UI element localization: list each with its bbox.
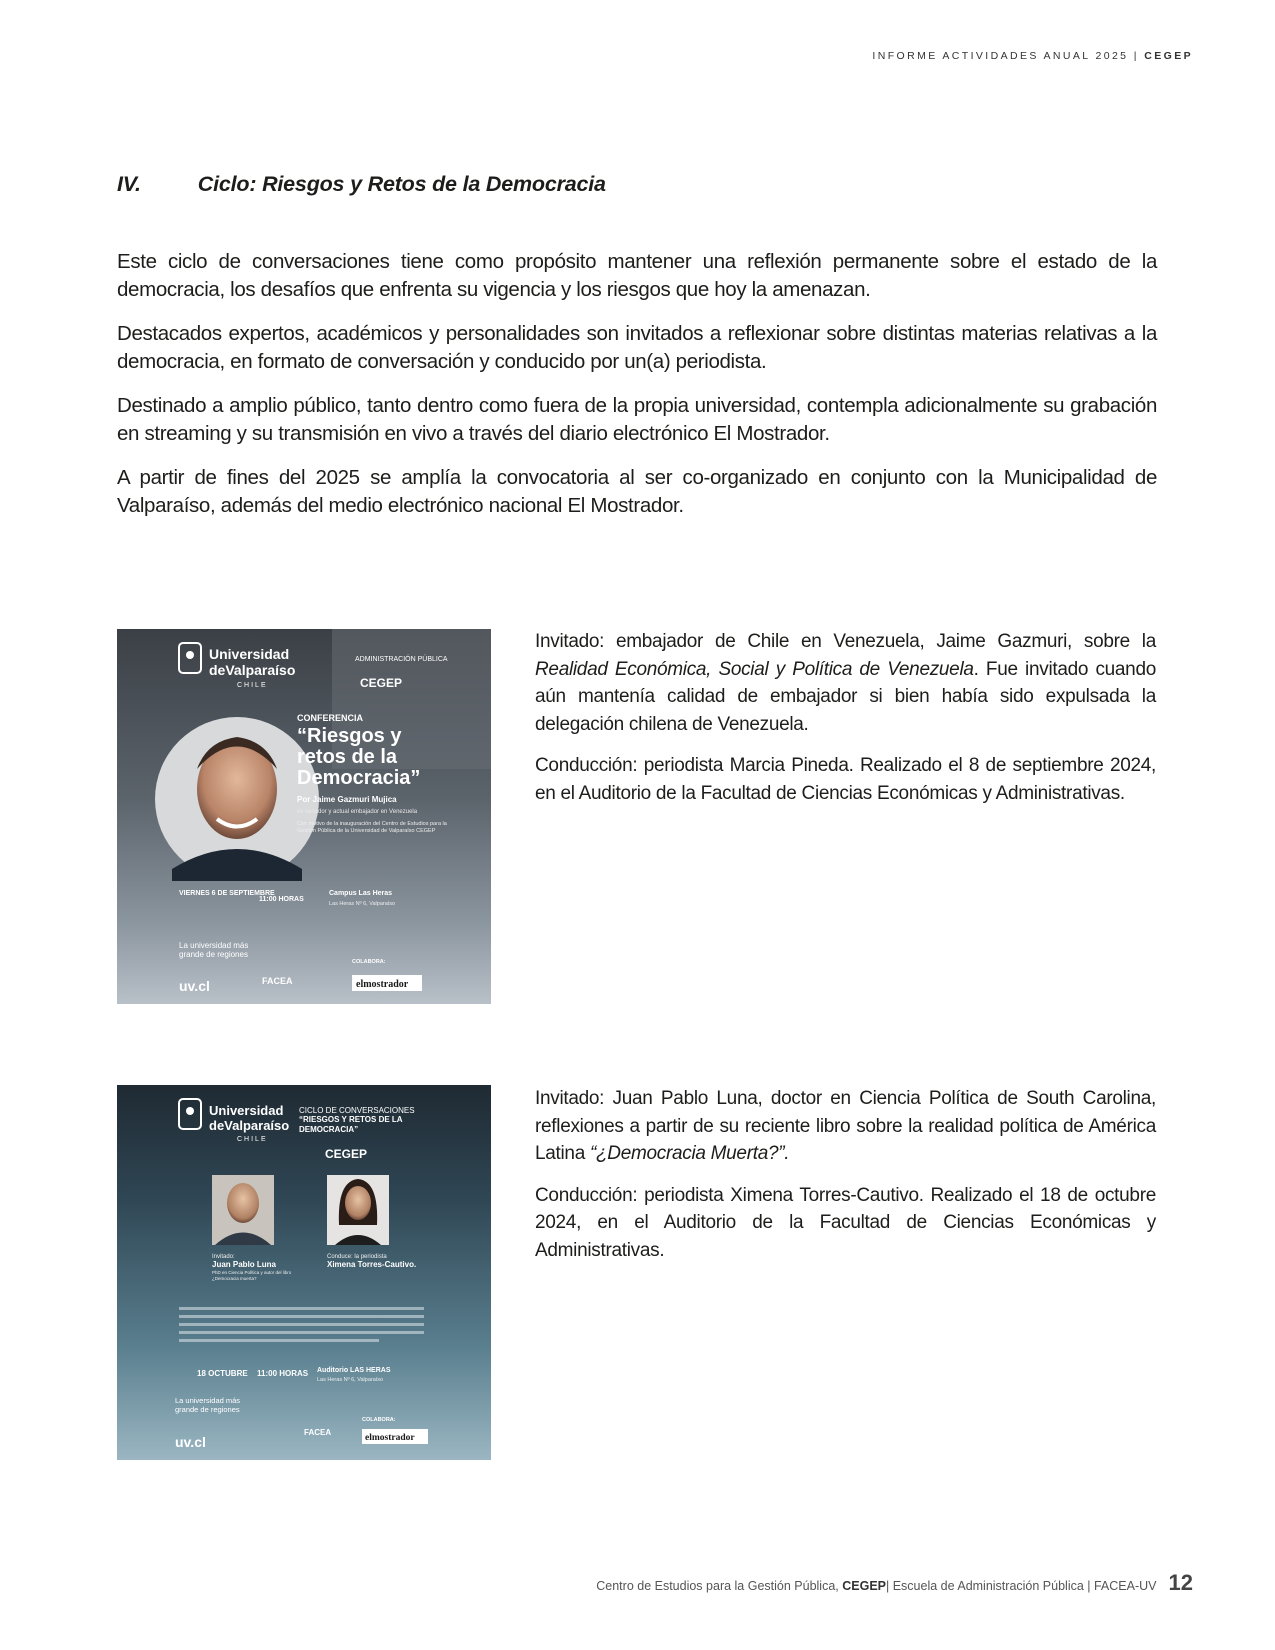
poster-1-artwork (117, 629, 491, 1004)
poster-kicker: CICLO DE CONVERSACIONES (299, 1106, 415, 1115)
footer-brand: CEGEP (842, 1579, 886, 1593)
running-header (872, 50, 1193, 62)
poster-uni-1: Universidad (209, 1103, 284, 1118)
uv-shield-icon (179, 643, 201, 673)
event-2-book: “¿Democracia Muerta?”. (589, 1143, 790, 1164)
event-1-guest-text: Invitado: embajador de Chile en Venezuela, Jaime Gazmuri, sobre la (535, 631, 1156, 652)
poster-uni-1: Universidad (209, 646, 290, 662)
poster-title-3: Democracia” (297, 767, 421, 789)
event-poster-2 (117, 1085, 491, 1460)
poster-uni-2: deValparaíso (209, 1118, 290, 1133)
poster-host-role: Conduce: la periodista (327, 1254, 387, 1260)
poster-place-sub: Las Heras Nº 6, Valparaíso (329, 901, 396, 907)
intro-paragraph: A partir de fines del 2025 se amplía la convocatoria al ser co-organizado en conjunto con la Municipalidad de Valparaíso, además del medio electrónico nacional El Mostrador. (117, 466, 1157, 517)
guest-portrait-icon (212, 1175, 274, 1245)
poster-title-1: “Riesgos y (297, 725, 402, 747)
page-footer (596, 1570, 1193, 1596)
poster-uni-2: deValparaíso (209, 662, 296, 678)
event-1-description (535, 628, 1156, 821)
poster-colabora: COLABORA: (362, 1417, 396, 1423)
section-heading (117, 172, 1157, 197)
poster-escuela: ADMINISTRACIÓN PÚBLICA (355, 656, 448, 663)
poster-uvcl: uv.cl (179, 978, 210, 994)
poster-guest-name: Juan Pablo Luna (212, 1260, 277, 1269)
intro-text (117, 248, 1157, 536)
event-1-guest-text-end: . Fue invitado cuando aún mantenía calidad de embajador si bien había sido expulsada la delegación chilena de Venezuela. (535, 658, 1156, 735)
poster-date: 18 OCTUBRE (197, 1369, 248, 1378)
poster-mostrador-logo: elmostrador (365, 1433, 415, 1443)
event-2-guest (535, 1085, 1156, 1168)
uv-shield-icon (179, 1099, 201, 1129)
intro-paragraph: Este ciclo de conversaciones tiene como propósito mantener una reflexión permanente sobre el estado de la democracia, los desafíos que enfrenta su vigencia y los riesgos que hoy la amenazan. (117, 250, 1157, 301)
poster-motive: Con motivo de la inauguración del Centro de Estudios para la Gestión Pública de la Universidad de Valparaíso CEGEP (297, 821, 447, 834)
poster-uvcl: uv.cl (175, 1434, 206, 1450)
footer-text: Centro de Estudios para la Gestión Pública, (596, 1579, 839, 1593)
header-brand: CEGEP (1144, 50, 1193, 62)
poster-title-2: retos de la (297, 746, 398, 768)
page-number: 12 (1168, 1570, 1193, 1595)
poster-cegep: CEGEP (360, 676, 403, 690)
poster-slogan: La universidad más grande de regiones (179, 941, 249, 959)
header-separator: | (1133, 50, 1139, 62)
poster-guest-role: Invitado: (212, 1254, 235, 1260)
poster-slogan: La universidad más grande de regiones (175, 1397, 241, 1414)
poster-facea: FACEA (304, 1428, 332, 1437)
poster-date: VIERNES 6 DE SEPTIEMBRE (179, 890, 275, 897)
section-number: IV. (117, 172, 141, 196)
poster-by: Por Jaime Gazmuri Mujica (297, 795, 397, 804)
event-2-description (535, 1085, 1156, 1278)
event-2-conduction: Conducción: periodista Ximena Torres-Cautivo. Realizado el 18 de octubre 2024, en el Auditorio de la Facultad de Ciencias Económicas y Administrativas. (535, 1184, 1156, 1261)
poster-uni-3: CHILE (237, 1136, 268, 1143)
event-poster-1 (117, 629, 491, 1004)
poster-guest-desc: PhD en Ciencia Política y autor del libro ¿Democracia muerta? (212, 1270, 292, 1281)
footer-rest: | Escuela de Administración Pública | FACEA-UV (886, 1579, 1157, 1593)
poster-by-sub: ex senador y actual embajador en Venezuela (297, 809, 418, 815)
poster-time: 11:00 HORAS (257, 1369, 309, 1378)
poster-uni-3: CHILE (237, 682, 268, 689)
poster-2-artwork (117, 1085, 491, 1460)
header-prefix: INFORME ACTIVIDADES ANUAL 2025 (872, 50, 1129, 62)
poster-mostrador-logo: elmostrador (356, 979, 409, 990)
intro-paragraph: Destacados expertos, académicos y personalidades son invitados a reflexionar sobre distintas materias relativas a la democracia, en formato de conversación y conducido por un(a) periodista. (117, 322, 1157, 373)
event-1-conduction: Conducción: periodista Marcia Pineda. Realizado el 8 de septiembre 2024, en el Auditorio de la Facultad de Ciencias Económicas y Administrativas. (535, 755, 1156, 804)
section-title: Ciclo: Riesgos y Retos de la Democracia (197, 172, 606, 196)
event-1-guest (535, 628, 1156, 738)
poster-cegep: CEGEP (325, 1147, 368, 1161)
poster-time: 11:00 HORAS (259, 896, 304, 903)
poster-facea: FACEA (262, 976, 293, 986)
intro-paragraph: Destinado a amplio público, tanto dentro como fuera de la propia universidad, contempla adicionalmente su grabación en streaming y su transmisión en vivo a través del diario electrónico El Mostrador. (117, 394, 1157, 445)
poster-blurb-lines (179, 1307, 424, 1342)
guest-portrait-icon (155, 717, 319, 881)
poster-title: “RIESGOS Y RETOS DE LA DEMOCRACIA” (299, 1115, 403, 1134)
host-portrait-icon (327, 1175, 389, 1245)
poster-place: Auditorio LAS HERAS (317, 1367, 391, 1374)
poster-place: Campus Las Heras (329, 890, 393, 897)
poster-place-sub: Las Heras Nº 6, Valparaíso (317, 1377, 384, 1383)
poster-colabora: COLABORA: (352, 959, 386, 965)
poster-kicker: CONFERENCIA (297, 713, 364, 723)
event-2-guest-text: Invitado: Juan Pablo Luna, doctor en Ciencia Política de South Carolina, reflexiones a partir de su reciente libro sobre la realidad política de América Latina (535, 1088, 1156, 1164)
poster-host-name: Ximena Torres-Cautivo. (327, 1260, 417, 1269)
event-1-topic: Realidad Económica, Social y Política de Venezuela (535, 658, 974, 680)
